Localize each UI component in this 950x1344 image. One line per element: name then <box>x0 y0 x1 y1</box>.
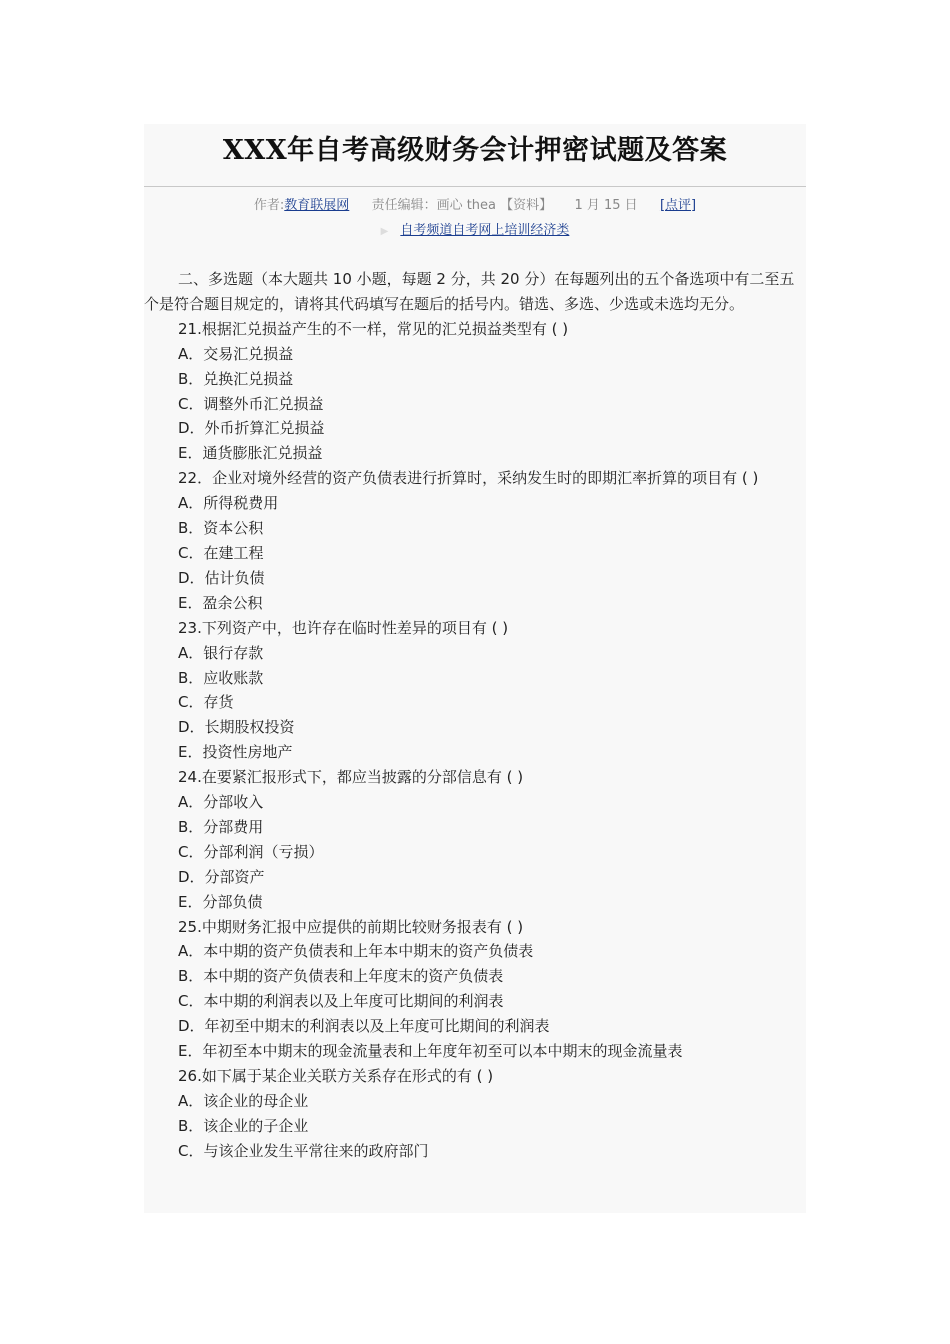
answer-option: A．分部收入 <box>178 793 264 812</box>
section-intro: 二、多选题（本大题共 10 小题，每题 2 分，共 20 分）在每题列出的五个备选项中有二至五个是符合题目规定的，请将其代码填写在题后的括号内。错选、多选、少选或未选均无分。 <box>144 270 795 313</box>
page-title: XXX年自考高级财务会计押密试题及答案 <box>222 135 728 166</box>
editor-text: 责任编辑：画心 thea <box>371 198 497 213</box>
answer-option: B．本中期的资产负债表和上年度末的资产负债表 <box>178 967 504 986</box>
article-meta <box>144 196 806 216</box>
answer-option: B．资本公积 <box>178 519 264 538</box>
answer-option: B．该企业的子企业 <box>178 1116 309 1135</box>
answer-option: A．该企业的母企业 <box>178 1091 309 1110</box>
answer-option: C．与该企业发生平常往来的政府部门 <box>178 1141 429 1160</box>
answer-option: C．分部利润（亏损） <box>178 842 324 861</box>
answer-option: A．本中期的资产负债表和上年本中期末的资产负债表 <box>178 942 534 961</box>
answer-option: E．年初至本中期末的现金流量表和上年度年初至可以本中期末的现金流量表 <box>178 1042 683 1061</box>
answer-option: B．兑换汇兑损益 <box>178 369 294 388</box>
question-stem: 22．企业对境外经营的资产负债表进行折算时，采纳发生时的即期汇率折算的项目有 ( ) <box>178 469 759 488</box>
answer-option: D．分部资产 <box>178 867 265 886</box>
article-panel <box>144 124 806 1213</box>
author-link[interactable]: 教育联展网 <box>284 198 350 213</box>
question-stem: 23.下列资产中，也许存在临时性差异的项目有 ( ) <box>178 618 509 637</box>
answer-option: A．所得税费用 <box>178 494 279 513</box>
answer-option: A．交易汇兑损益 <box>178 344 294 363</box>
answer-option: E．通货膨胀汇兑损益 <box>178 444 323 463</box>
answer-option: D．估计负债 <box>178 568 265 587</box>
question-stem: 24.在要紧汇报形式下，都应当披露的分部信息有 ( ) <box>178 768 524 787</box>
question-stem: 26.如下属于某企业关联方关系存在形式的有 ( ) <box>178 1067 494 1085</box>
answer-option: C．本中期的利润表以及上年度可比期间的利润表 <box>178 992 504 1011</box>
author-label: 作者: <box>253 198 285 213</box>
question-stem: 21.根据汇兑损益产生的不一样，常见的汇兑损益类型有 ( ) <box>178 319 569 338</box>
channel-link[interactable]: 自考频道自考网上培训经济类 <box>400 223 570 238</box>
answer-option: E．投资性房地产 <box>178 743 293 762</box>
article-body <box>144 267 806 1164</box>
answer-option: E．分部负债 <box>178 892 263 911</box>
answer-option: B．分部费用 <box>178 817 264 836</box>
title-divider <box>144 186 806 187</box>
answer-option: C．存货 <box>178 693 234 712</box>
answer-option: B．应收账款 <box>178 668 264 687</box>
question-stem: 25.中期财务汇报中应提供的前期比较财务报表有 ( ) <box>178 917 524 936</box>
source-text: 【资料】 <box>500 198 553 213</box>
answer-option: C．在建工程 <box>178 543 264 562</box>
answer-option: A．银行存款 <box>178 643 264 662</box>
answer-option: E．盈余公积 <box>178 593 263 612</box>
answer-option: D．长期股权投资 <box>178 718 295 737</box>
comment-link[interactable]: [点评] <box>659 198 697 213</box>
answer-option: D．年初至中期末的利润表以及上年度可比期间的利润表 <box>178 1017 550 1036</box>
arrow-icon: ▶ <box>380 226 389 237</box>
answer-option: D．外币折算汇兑损益 <box>178 419 325 438</box>
date-text: 1 月 15 日 <box>574 198 638 213</box>
answer-option: C．调整外币汇兑损益 <box>178 394 324 413</box>
channel-row <box>144 221 806 242</box>
